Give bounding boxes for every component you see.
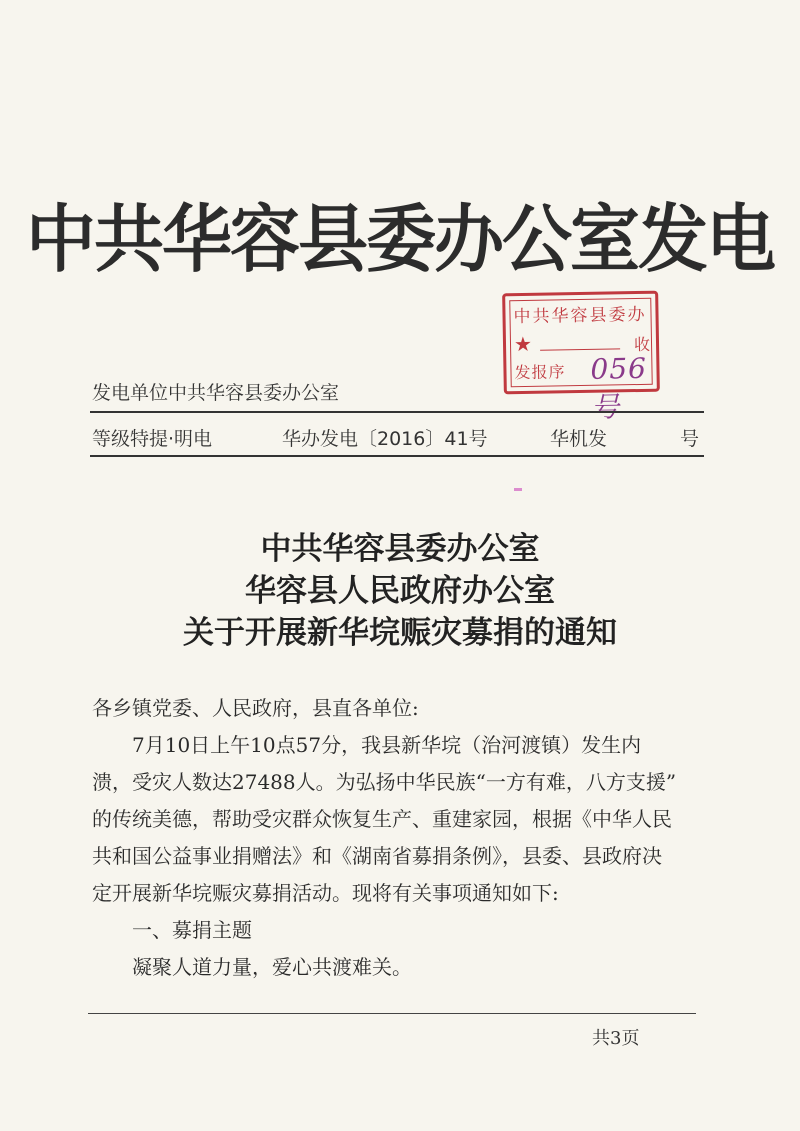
star-icon: ★ — [513, 331, 533, 357]
header-divider-bottom — [90, 455, 704, 457]
salutation: 各乡镇党委、人民政府，县直各单位: — [92, 696, 419, 720]
sender-unit: 发电单位中共华容县委办公室 — [92, 382, 340, 404]
stamp-sequence-label: 发报序 — [514, 362, 566, 383]
stamp-receive-label: 收 — [633, 334, 651, 355]
paragraph-line: 共和国公益事业捐赠法》和《湖南省募捐条例》，县委、县政府决 — [92, 844, 662, 868]
paragraph-line: 定开展新华垸赈灾募捐活动。现将有关事项通知如下: — [92, 881, 559, 905]
header-divider-top — [90, 411, 704, 413]
urgency-grade: 等级特提·明电 — [92, 428, 213, 450]
machine-number-suffix: 号 — [680, 428, 700, 450]
telegram-info-row — [92, 424, 702, 454]
page-count: 共3页 — [592, 1028, 640, 1049]
paragraph-line: 的传统美德，帮助受灾群众恢复生产、重建家园，根据《中华人民 — [92, 807, 672, 831]
machine-label: 华机发 — [550, 428, 608, 450]
document-number: 华办发电〔2016〕41号 — [282, 428, 488, 450]
paragraph-line: 溃，受灾人数达27488人。为弘扬中华民族“一方有难，八方支援” — [92, 770, 677, 794]
paragraph-line: 7月10日上午10点57分，我县新华垸（治河渡镇）发生内 — [132, 733, 642, 757]
title-line-3: 关于开展新华垸赈灾募捐的通知 — [183, 615, 617, 651]
title-line-1: 中共华容县委办公室 — [260, 531, 540, 567]
section-heading: 一、募捐主题 — [132, 918, 252, 942]
notice-body — [92, 690, 712, 986]
receipt-stamp — [502, 291, 660, 424]
ink-mark — [514, 488, 522, 491]
notice-title — [0, 528, 800, 654]
stamp-handwritten-number: 056号 — [590, 351, 648, 424]
footer-divider — [88, 1013, 696, 1014]
stamp-org: 中共华容县委办 — [513, 304, 647, 328]
masthead-title: 中共华容县委办公室发电 — [26, 196, 774, 283]
title-line-2: 华容县人民政府办公室 — [245, 573, 555, 609]
section-text: 凝聚人道力量，爱心共渡难关。 — [132, 955, 412, 979]
